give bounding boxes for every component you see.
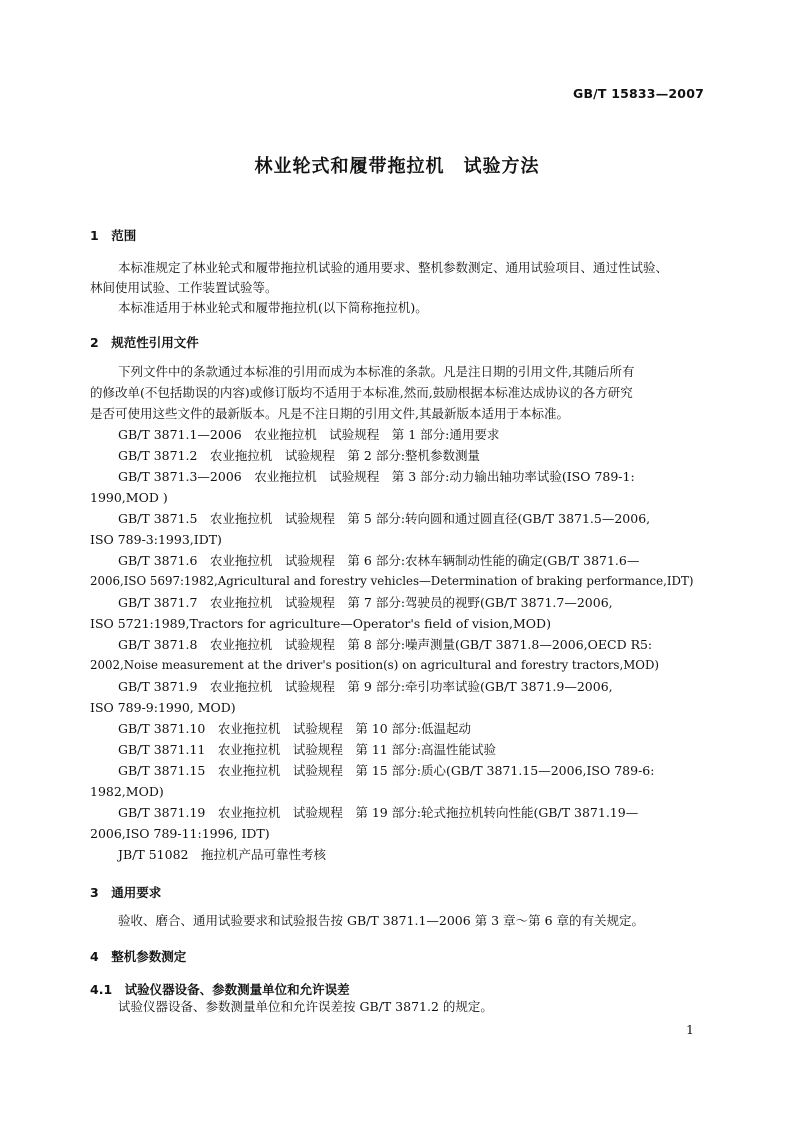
reference-line: ISO 5721:1989,Tractors for agriculture—Operator's field of vision,MOD) xyxy=(90,616,551,631)
reference-line: GB/T 3871.8 农业拖拉机 试验规程 第 8 部分:噪声测量(GB/T 3871.8—2006,OECD R5: xyxy=(118,637,653,652)
reference-line: GB/T 3871.10 农业拖拉机 试验规程 第 10 部分:低温起动 xyxy=(118,721,471,736)
paragraph-line: 本标准规定了林业轮式和履带拖拉机试验的通用要求、整机参数测定、通用试验项目、通过性试验、 xyxy=(118,260,669,275)
paragraph-line: 是否可使用这些文件的最新版本。凡是不注日期的引用文件,其最新版本适用于本标准。 xyxy=(90,406,569,421)
reference-line: GB/T 3871.15 农业拖拉机 试验规程 第 15 部分:质心(GB/T 3871.15—2006,ISO 789-6: xyxy=(118,763,655,778)
section-2-heading: 2 规范性引用文件 xyxy=(90,335,199,350)
reference-line: GB/T 3871.7 农业拖拉机 试验规程 第 7 部分:驾驶员的视野(GB/T 3871.7—2006, xyxy=(118,595,613,610)
reference-line: 1990,MOD ) xyxy=(90,490,168,505)
reference-line: GB/T 3871.19 农业拖拉机 试验规程 第 19 部分:轮式拖拉机转向性能(GB/T 3871.19— xyxy=(118,805,639,820)
reference-line: 1982,MOD) xyxy=(90,784,164,799)
reference-line: ISO 789-9:1990, MOD) xyxy=(90,700,236,715)
reference-line: JB/T 51082 拖拉机产品可靠性考核 xyxy=(118,847,326,862)
reference-line: ISO 789-3:1993,IDT) xyxy=(90,532,222,547)
paragraph-line: 本标准适用于林业轮式和履带拖拉机(以下简称拖拉机)。 xyxy=(118,300,428,315)
section-1-heading: 1 范围 xyxy=(90,228,137,243)
reference-line: GB/T 3871.3—2006 农业拖拉机 试验规程 第 3 部分:动力输出轴功率试验(ISO 789-1: xyxy=(118,469,635,484)
reference-line: GB/T 3871.2 农业拖拉机 试验规程 第 2 部分:整机参数测量 xyxy=(118,448,481,463)
reference-line: GB/T 3871.5 农业拖拉机 试验规程 第 5 部分:转向圆和通过圆直径(GB/T 3871.5—2006, xyxy=(118,511,651,526)
section-4-1-heading: 4.1 试验仪器设备、参数测量单位和允许误差 xyxy=(90,982,350,997)
section-4-heading: 4 整机参数测定 xyxy=(90,949,187,964)
reference-line: 2006,ISO 789-11:1996, IDT) xyxy=(90,826,270,841)
reference-line: 2006,ISO 5697:1982,Agricultural and forestry vehicles—Determination of braking performance,IDT) xyxy=(90,574,694,588)
reference-line: GB/T 3871.11 农业拖拉机 试验规程 第 11 部分:高温性能试验 xyxy=(118,742,496,757)
paragraph-line: 下列文件中的条款通过本标准的引用而成为本标准的条款。凡是注日期的引用文件,其随后所有 xyxy=(118,364,635,379)
paragraph-line: 试验仪器设备、参数测量单位和允许误差按 GB/T 3871.2 的规定。 xyxy=(118,999,493,1014)
paragraph-line: 验收、磨合、通用试验要求和试验报告按 GB/T 3871.1—2006 第 3 章～第 6 章的有关规定。 xyxy=(118,913,644,928)
reference-line: 2002,Noise measurement at the driver's position(s) on agricultural and forestry tractors,MOD) xyxy=(90,658,660,672)
paragraph-line: 林间使用试验、工作装置试验等。 xyxy=(90,280,278,295)
paragraph-line: 的修改单(不包括勘误的内容)或修订版均不适用于本标准,然而,鼓励根据本标准达成协议的各方研究 xyxy=(90,385,633,400)
page-number: 1 xyxy=(686,1022,694,1037)
document-title: 林业轮式和履带拖拉机 试验方法 xyxy=(254,156,540,177)
standard-number: GB/T 15833—2007 xyxy=(572,86,704,101)
reference-line: GB/T 3871.1—2006 农业拖拉机 试验规程 第 1 部分:通用要求 xyxy=(118,427,500,442)
section-3-heading: 3 通用要求 xyxy=(90,885,162,900)
reference-line: GB/T 3871.9 农业拖拉机 试验规程 第 9 部分:牵引功率试验(GB/T 3871.9—2006, xyxy=(118,679,613,694)
reference-line: GB/T 3871.6 农业拖拉机 试验规程 第 6 部分:农林车辆制动性能的确定(GB/T 3871.6— xyxy=(118,553,640,568)
